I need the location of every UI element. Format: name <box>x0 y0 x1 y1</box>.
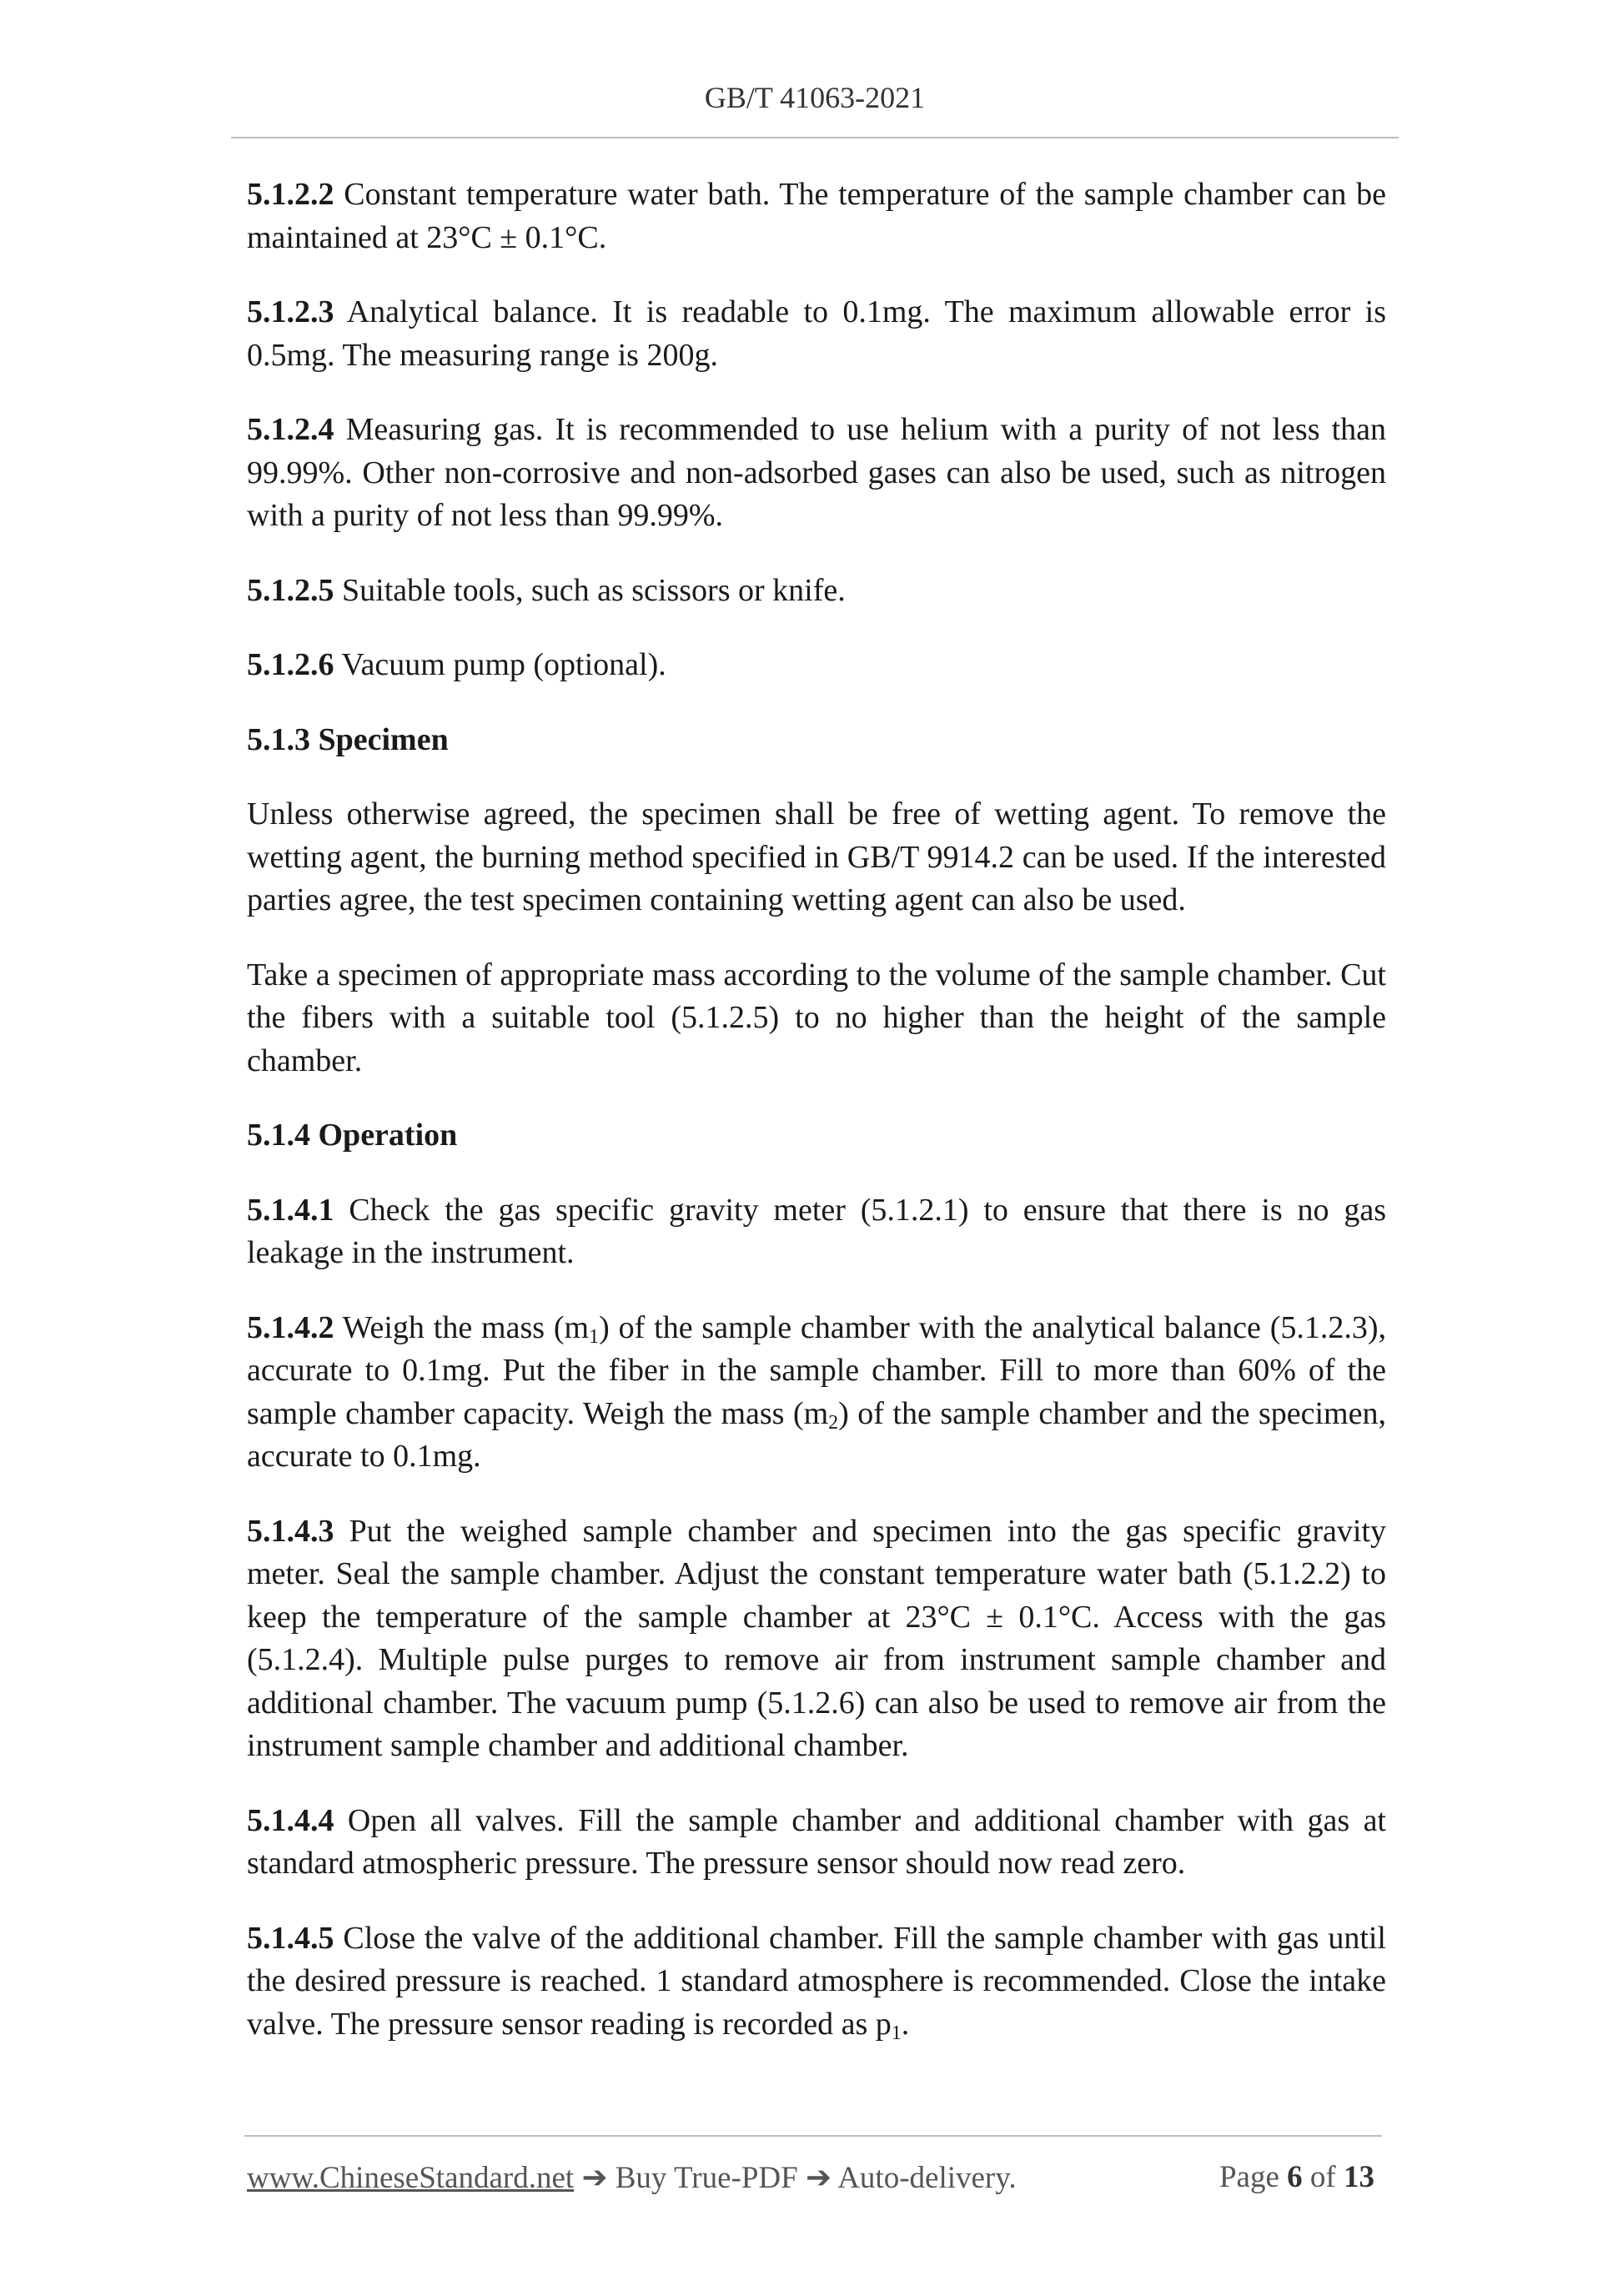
clause-text: . <box>901 2006 910 2042</box>
clause-text: Put the weighed sample chamber and specimen into the gas specific gravity meter. Seal the sample chamber. Adjust the constant temperature water bath (5.1.2.2) to keep the temperature of the sample chamber at 23°C ± 0.1°C. Access with the gas (5.1.2.4). Multiple pulse purges to remove air from instrument sample chamber and additional chamber. The vacuum pump (5.1.2.6) can also be used to remove air from the instrument sample chamber and additional chamber. <box>247 1513 1386 1763</box>
clause-text: ) of the sample chamber with the analytical balance (5.1.2.3), accurate to 0.1mg. Put the fiber in the sample chamber. Fill to more than 60% of the sample chamber capacity. Weigh the mass (m <box>247 1309 1387 1431</box>
clause-text: Constant temperature water bath. The temperature of the sample chamber can be maintained at 23°C ± 0.1°C. <box>247 177 1386 255</box>
clause-number: 5.1.2.4 <box>247 412 334 447</box>
running-header: GB/T 41063-2021 <box>704 81 926 114</box>
section-heading-operation: 5.1.4 Operation <box>247 1118 458 1153</box>
clause-text: Analytical balance. It is readable to 0.1mg. The maximum allowable error is 0.5mg. The measuring range is 200g. <box>247 294 1386 373</box>
document-body <box>247 173 1386 2077</box>
footer-divider <box>244 2135 1382 2137</box>
clause-number: 5.1.2.2 <box>247 177 334 212</box>
clause-text: Measuring gas. It is recommended to use helium with a purity of not less than 99.99%. Other non-corrosive and non-adsorbed gases can also be used, such as nitrogen with a purity of not less than 99.99%. <box>247 412 1386 533</box>
total-pages-number: 13 <box>1344 2160 1374 2194</box>
website-link[interactable]: www.ChineseStandard.net <box>247 2161 575 2195</box>
subscript: 1 <box>891 2022 902 2044</box>
clause-5-1-4-3 <box>247 1510 1386 1768</box>
section-heading-specimen: 5.1.3 Specimen <box>247 721 449 757</box>
subscript: 1 <box>589 1325 600 1348</box>
clause-text: Close the valve of the additional chamber. Fill the sample chamber with gas until the desired pressure is reached. 1 standard atmosphere is recommended. Close the intake valve. The pressure sensor reading is recorded as p <box>247 1920 1386 2042</box>
page-indicator <box>1219 2159 1374 2195</box>
clause-text: Open all valves. Fill the sample chamber and additional chamber with gas at standard atmospheric pressure. The pressure sensor should now read zero. <box>247 1802 1386 1881</box>
of-label: of <box>1309 2160 1336 2194</box>
specimen-paragraph-1: Unless otherwise agreed, the specimen shall be free of wetting agent. To remove the wetting agent, the burning method specified in GB/T 9914.2 can be used. If the interested parties agree, the test specimen containing wetting agent can also be used. <box>247 796 1386 917</box>
clause-number: 5.1.4.2 <box>247 1309 334 1345</box>
subscript: 2 <box>828 1411 839 1434</box>
clause-text: Suitable tools, such as scissors or knife. <box>334 572 846 608</box>
clause-number: 5.1.4.5 <box>247 1920 334 1956</box>
header-divider <box>231 137 1399 138</box>
clause-number: 5.1.4.4 <box>247 1802 334 1838</box>
specimen-paragraph-2: Take a specimen of appropriate mass according to the volume of the sample chamber. Cut the fibers with a suitable tool (5.1.2.5) to no higher than the height of the sample chamber. <box>247 957 1386 1078</box>
clause-5-1-4-5 <box>247 1917 1386 2047</box>
buy-true-pdf-text: Buy True-PDF <box>615 2161 798 2195</box>
clause-5-1-2-4 <box>247 409 1386 538</box>
page-label: Page <box>1219 2160 1279 2194</box>
clause-5-1-2-3 <box>247 291 1386 377</box>
clause-number: 5.1.4.3 <box>247 1513 334 1549</box>
arrow-icon: ➔ <box>805 2161 832 2195</box>
clause-text: ) of the sample chamber and the specimen, accurate to 0.1mg. <box>247 1395 1386 1474</box>
clause-number: 5.1.2.3 <box>247 294 334 329</box>
arrow-icon: ➔ <box>581 2161 608 2195</box>
auto-delivery-text: Auto-delivery. <box>837 2161 1017 2195</box>
clause-number: 5.1.2.5 <box>247 572 334 608</box>
current-page-number: 6 <box>1287 2160 1303 2194</box>
clause-number: 5.1.4.1 <box>247 1192 334 1228</box>
clause-text: Check the gas specific gravity meter (5.1.2.1) to ensure that there is no gas leakage in the instrument. <box>247 1192 1386 1270</box>
clause-5-1-2-6 <box>247 644 1386 687</box>
clause-5-1-4-1 <box>247 1189 1386 1275</box>
clause-5-1-4-4 <box>247 1800 1386 1886</box>
clause-text: Vacuum pump (optional). <box>334 647 666 682</box>
clause-5-1-2-5 <box>247 570 1386 613</box>
clause-number: 5.1.2.6 <box>247 647 334 682</box>
clause-5-1-4-2 <box>247 1307 1386 1479</box>
clause-text: Weigh the mass (m <box>334 1309 590 1345</box>
footer-promo <box>247 2159 1017 2196</box>
clause-5-1-2-2 <box>247 173 1386 259</box>
